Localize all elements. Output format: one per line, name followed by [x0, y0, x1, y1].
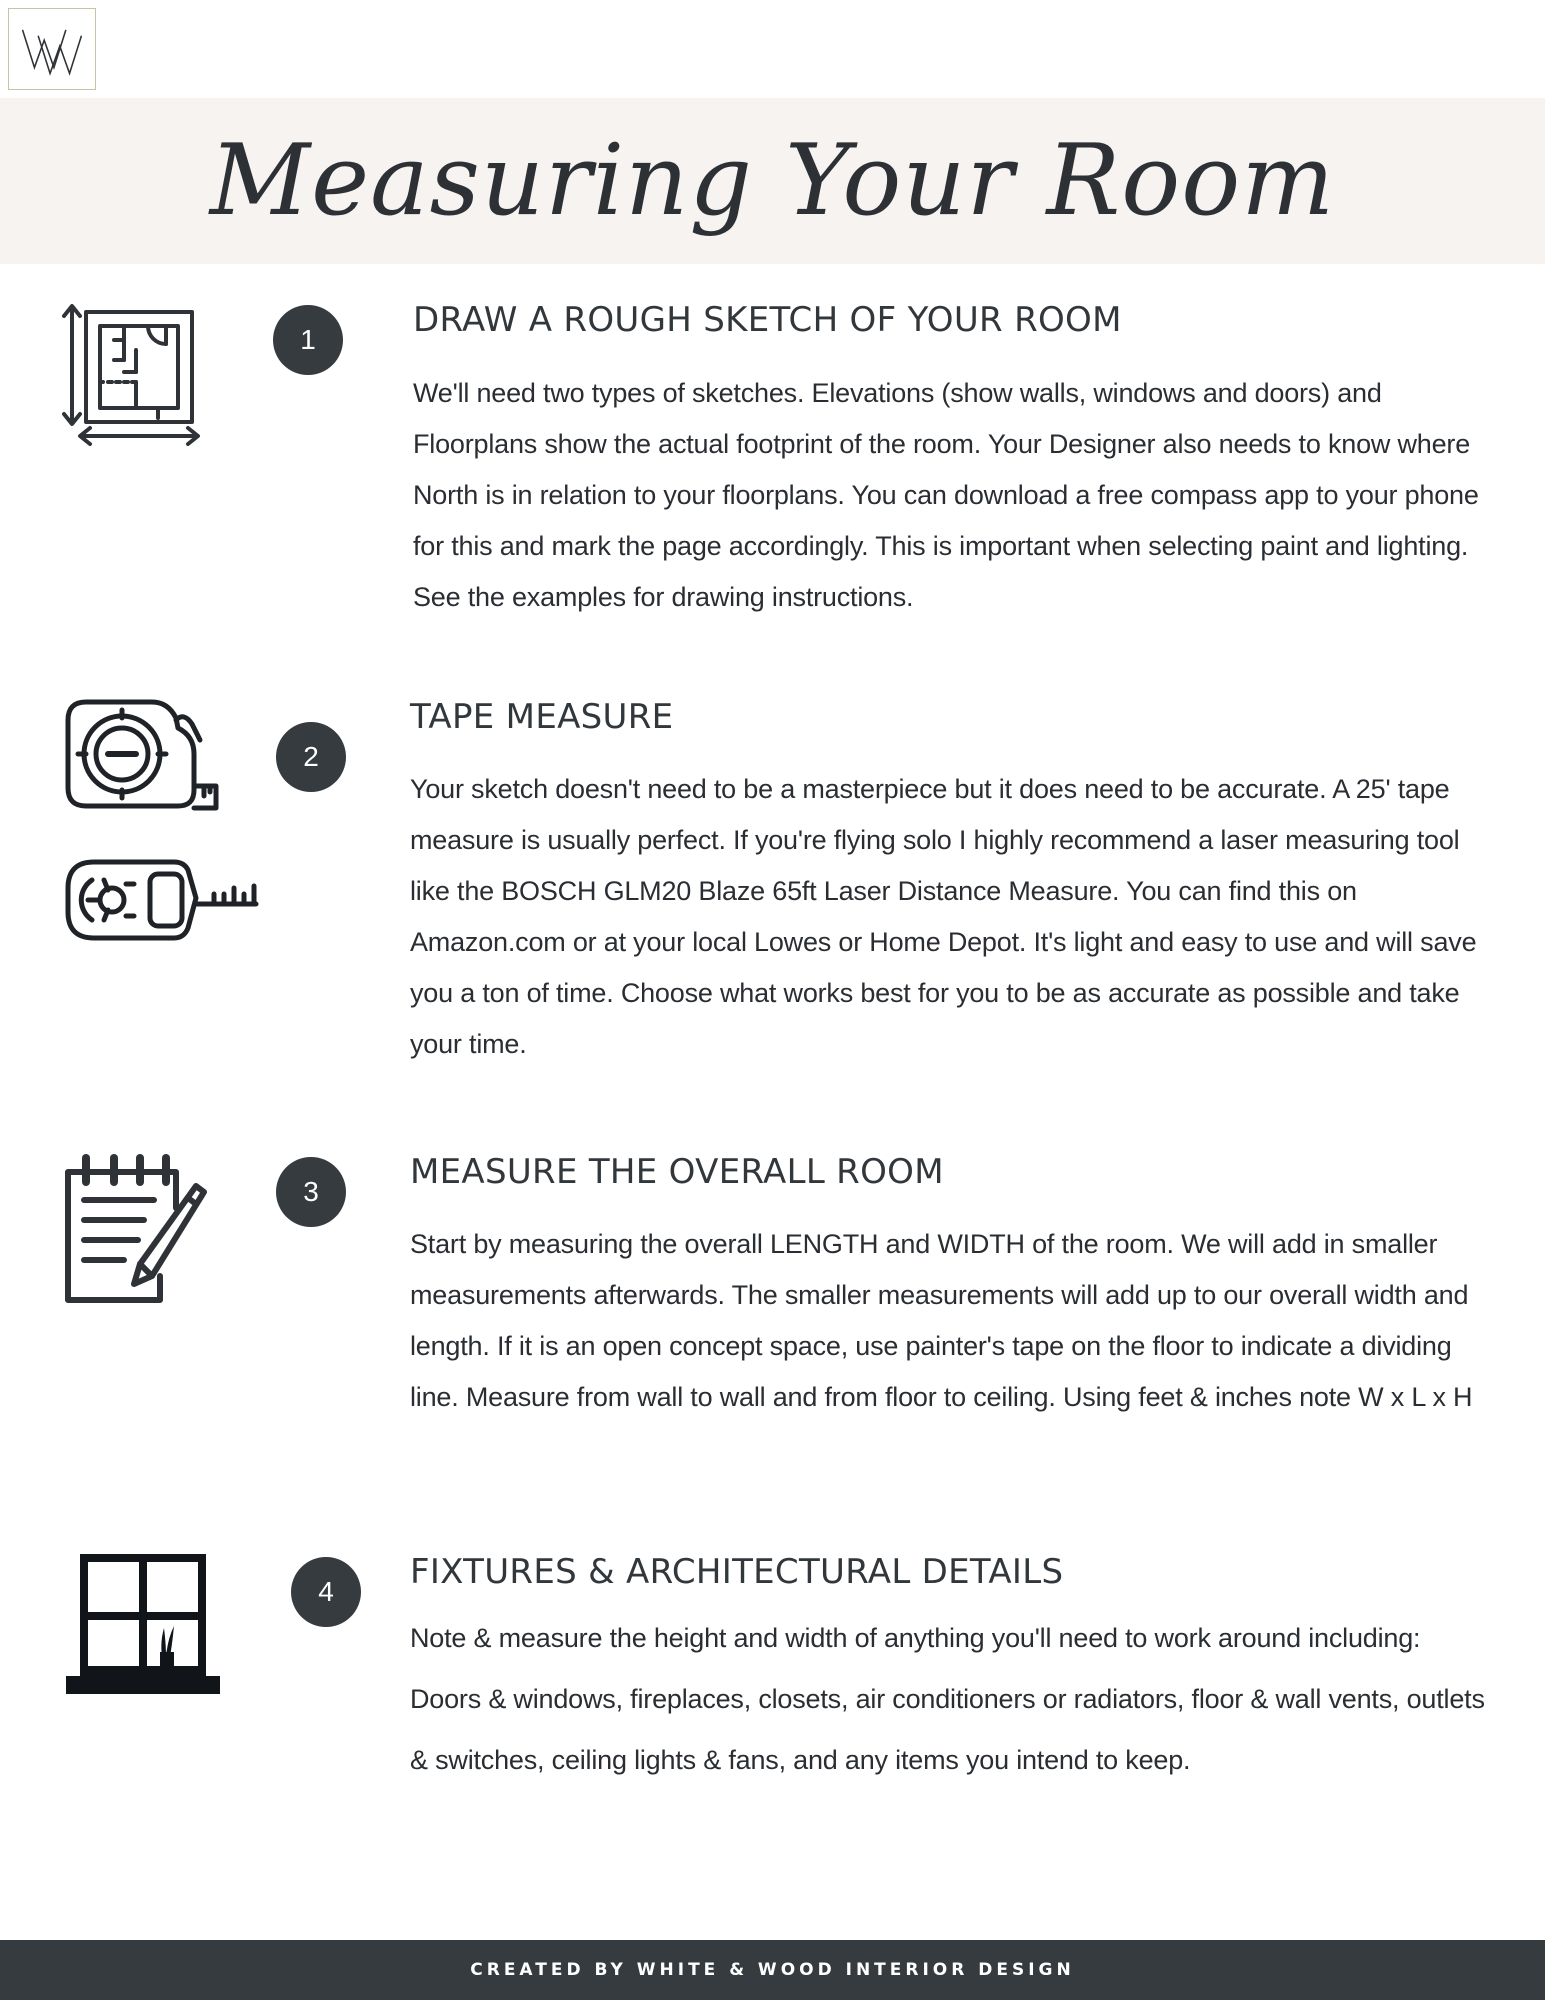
step-number-badge: 2: [276, 722, 346, 792]
laser-measure-icon: [64, 858, 260, 942]
step-heading: FIXTURES & ARCHITECTURAL DETAILS: [410, 1552, 1064, 1592]
step-body: We'll need two types of sketches. Elevations (show walls, windows and doors) and Floorplans show the actual footprint of the room. Your Designer also needs to know where North is in relation to your floorplans. You can download a free compass app to your phone for this and mark the page accordingly. This is important when selecting paint and lighting. See the examples for drawing instructions.: [413, 378, 1479, 612]
step-heading: TAPE MEASURE: [410, 697, 674, 737]
logo: [8, 8, 96, 90]
tape-measure-icon: [64, 696, 222, 814]
page-title: Measuring Your Room: [209, 124, 1336, 238]
notepad-pencil-icon: [64, 1152, 210, 1304]
step-body: Note & measure the height and width of anything you'll need to work around including: Doors & windows, fireplaces, closets, air conditioners or radiators, floor & wall vents, outlets & switches, ceiling lights & fans, and any items you intend to keep.: [410, 1623, 1485, 1775]
step-body: Start by measuring the overall LENGTH and WIDTH of the room. We will add in smaller measurements afterwards. The smaller measurements will add up to our overall width and length. If it is an open concept space, use painter's tape on the floor to indicate a dividing line. Measure from wall to wall and from floor to ceiling. Using feet & inches note W x L x H: [410, 1229, 1473, 1412]
step-number-badge: 3: [276, 1157, 346, 1227]
floorplan-icon: [58, 300, 204, 446]
title-band: [0, 98, 1545, 264]
step-number-badge: 1: [273, 305, 343, 375]
ww-monogram-icon: [9, 9, 95, 89]
footer-credit: CREATED BY WHITE & WOOD INTERIOR DESIGN: [470, 1960, 1075, 1980]
step-heading: MEASURE THE OVERALL ROOM: [410, 1152, 944, 1192]
step-heading: DRAW A ROUGH SKETCH OF YOUR ROOM: [413, 300, 1122, 340]
footer-bar: [0, 1940, 1545, 2000]
step-body: Your sketch doesn't need to be a masterpiece but it does need to be accurate. A 25' tape measure is usually perfect. If you're flying solo I highly recommend a laser measuring tool like the BOSCH GLM20 Blaze 65ft Laser Distance Measure. You can find this on Amazon.com or at your local Lowes or Home Depot. It's light and easy to use and will save you a ton of time. Choose what works best for you to be as accurate as possible and take your time.: [410, 774, 1477, 1059]
step-number-badge: 4: [291, 1557, 361, 1627]
window-icon: [66, 1552, 220, 1696]
